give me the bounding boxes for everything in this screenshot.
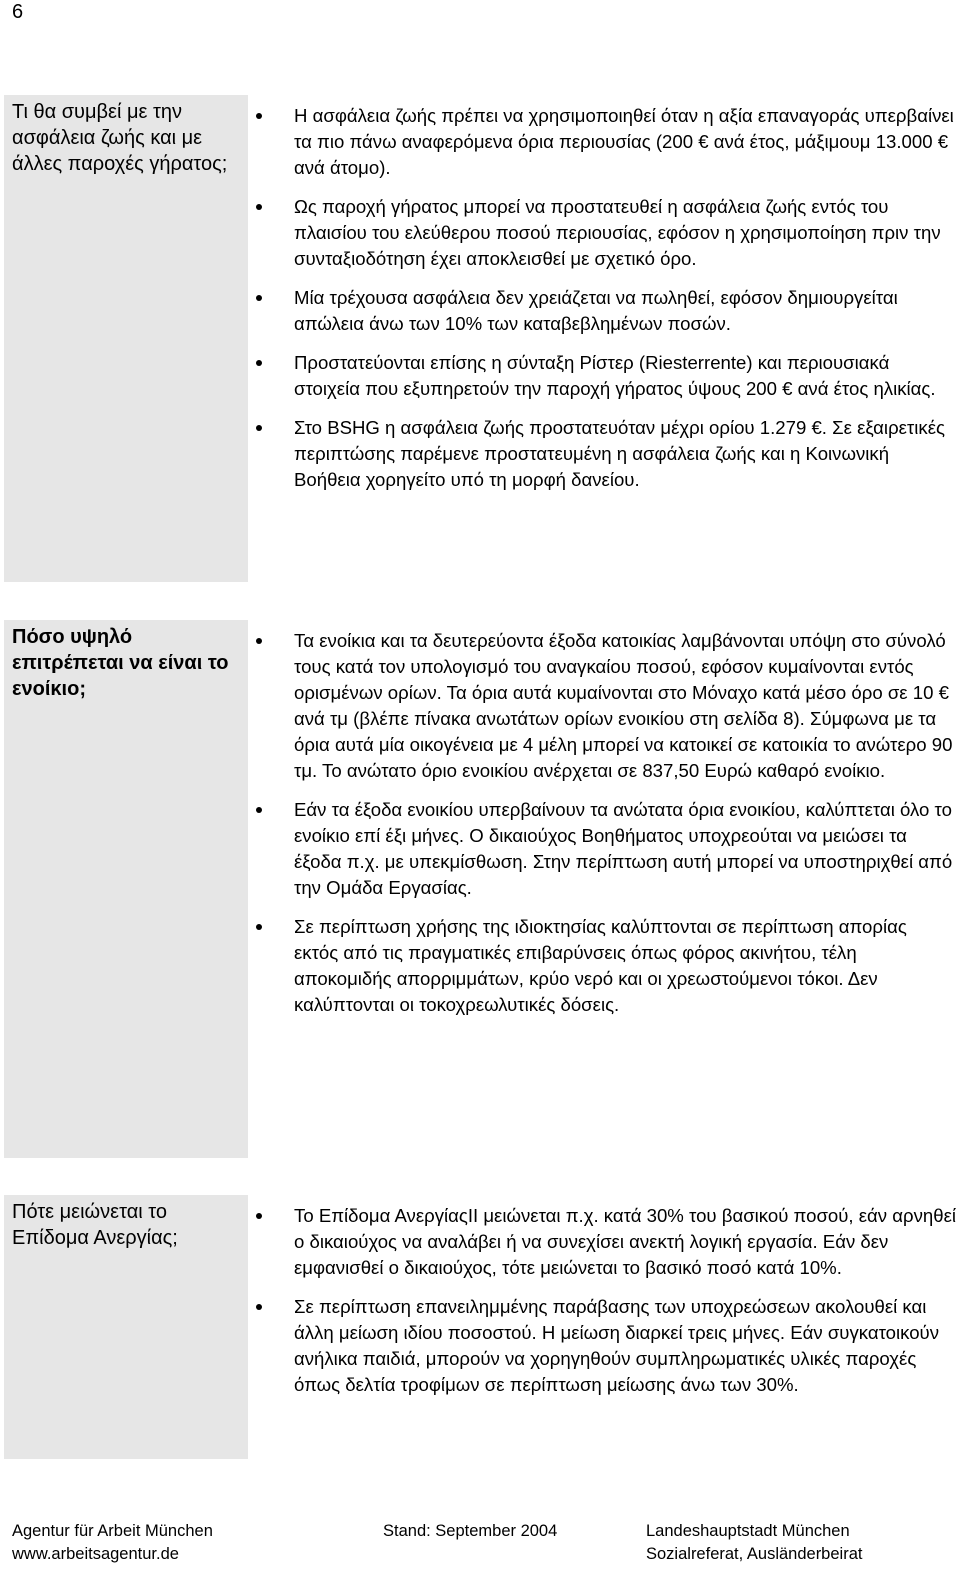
section-sidebar: [4, 95, 248, 582]
footer-center: [383, 1520, 557, 1543]
footer-department: Sozialreferat, Ausländerbeirat: [646, 1545, 863, 1563]
section-title: Τι θα συμβεί με την ασφάλεια ζωής και με άλλες παροχές γήρατος;: [12, 101, 228, 175]
footer-left: [12, 1520, 213, 1566]
bullet-text: Σε περίπτωση χρήσης της ιδιοκτησίας καλύπτονται σε περίπτωση απορίας εκτός από τις πραγματικές επιβαρύνσεις όπως φόρος ακινήτου, τέλη αποκομιδής απορριμμάτων, κρύο νερό και οι χρεωστούμενοι τόκοι. Δεν καλύπτονται οι τοκοχρεωλυτικές δόσεις.: [294, 916, 907, 1015]
bullet-icon: [256, 1304, 262, 1310]
list-item: [256, 1294, 956, 1398]
list-item: [256, 914, 956, 1018]
bullet-icon: [256, 295, 262, 301]
bullet-text: Προστατεύονται επίσης η σύνταξη Ρίστερ (Riesterrente) και περιουσιακά στοιχεία που εξυπηρετούν την παροχή γήρατος ύψους 200 € ανά έτος ηλικίας.: [294, 352, 936, 399]
list-item: [256, 194, 956, 272]
bullet-icon: [256, 1213, 262, 1219]
bullet-list: [256, 628, 956, 1031]
bullet-text: Ως παροχή γήρατος μπορεί να προστατευθεί η ασφάλεια ζωής εντός του πλαισίου του ελεύθερου ποσού περιουσίας, εφόσον η χρησιμοποίηση πριν την συνταξιοδότηση έχει αποκλεισθεί με σχετικό όρο.: [294, 196, 941, 269]
footer-city: Landeshauptstadt München: [646, 1522, 850, 1540]
bullet-text: Σε περίπτωση επανειλημμένης παράβασης των υποχρεώσεων ακολουθεί και άλλη μείωση ιδίου ποσοστού. Η μείωση διαρκεί τρεις μήνες. Εάν συγκατοικούν ανήλικα παιδιά, μπορούν να χορηγηθούν συμπληρωματικές υλικές παροχές όπως δελτία τροφίμων σε περίπτωση μείωσης άνω των 30%.: [294, 1296, 940, 1395]
section-title: Πόσο υψηλό επιτρέπεται να είναι το ενοίκιο;: [12, 626, 229, 700]
bullet-icon: [256, 204, 262, 210]
list-item: [256, 1203, 956, 1281]
bullet-text: Εάν τα έξοδα ενοικίου υπερβαίνουν τα ανώτατα όρια ενοικίου, καλύπτεται όλο το ενοίκιο επί έξι μήνες. Ο δικαιούχος Βοηθήματος υποχρεούται να μειώσει τα έξοδα π.χ. με υπεκμίσθωση. Στην περίπτωση αυτή μπορεί να υποστηριχθεί από την Ομάδα Εργασίας.: [294, 799, 953, 898]
list-item: [256, 415, 956, 493]
bullet-icon: [256, 638, 262, 644]
bullet-text: Στο BSHG η ασφάλεια ζωής προστατευόταν μέχρι ορίου 1.279 €. Σε εξαιρετικές περιπτώσης παρέμενε προστατευμένη η ασφάλεια ζωής και η Κοινωνική Βοήθεια χορηγείτο υπό τη μορφή δανείου.: [294, 417, 945, 490]
footer-right: [646, 1520, 862, 1566]
bullet-text: Τα ενοίκια και τα δευτερεύοντα έξοδα κατοικίας λαμβάνονται υπόψη στο σύνολό τους κατά τον υπολογισμό του αναγκαίου ποσού, εφόσον κυμαίνονται εντός ορισμένων ορίων. Τα όρια αυτά κυμαίνονται στο Μόναχο κατά μέσο όρο σε 10 € ανά τμ (βλέπε πίνακα ανωτάτων ορίων ενοικίου στη σελίδα 8). Σύμφωνα με τα όρια αυτά μία οικογένεια με 4 μέλη μπορεί να κατοικεί σε κατοικία το ανώτερο 90 τμ. Το ανώτατο όριο ενοικίου ανέρχεται σε 837,50 Ευρώ καθαρό ενοίκιο.: [294, 630, 953, 781]
footer-date: Stand: September 2004: [383, 1522, 558, 1540]
bullet-icon: [256, 807, 262, 813]
page-number: 6: [12, 1, 24, 23]
bullet-icon: [256, 360, 262, 366]
footer-agency-url[interactable]: www.arbeitsagentur.de: [12, 1545, 179, 1563]
footer-agency-name: Agentur für Arbeit München: [12, 1522, 213, 1540]
list-item: [256, 350, 956, 402]
list-item: [256, 797, 956, 901]
section-sidebar: [4, 1195, 248, 1459]
list-item: [256, 103, 956, 181]
bullet-list: [256, 103, 956, 506]
bullet-icon: [256, 425, 262, 431]
bullet-icon: [256, 924, 262, 930]
section-title: Πότε μειώνεται το Επίδομα Ανεργίας;: [12, 1201, 178, 1249]
bullet-text: Μία τρέχουσα ασφάλεια δεν χρειάζεται να πωληθεί, εφόσον δημιουργείται απώλεια άνω των 10% των καταβεβλημένων ποσών.: [294, 287, 898, 334]
bullet-icon: [256, 113, 262, 119]
bullet-list: [256, 1203, 956, 1411]
list-item: [256, 628, 956, 784]
bullet-text: Το Επίδομα ΑνεργίαςΙΙ μειώνεται π.χ. κατά 30% του βασικού ποσού, εάν αρνηθεί ο δικαιούχος να αναλάβει ή να συνεχίσει ανεκτή λογική εργασία. Εάν δεν εμφανισθεί ο δικαιούχος, τότε μειώνεται το βασικό ποσό κατά 10%.: [294, 1205, 956, 1278]
list-item: [256, 285, 956, 337]
bullet-text: Η ασφάλεια ζωής πρέπει να χρησιμοποιηθεί όταν η αξία επαναγοράς υπερβαίνει τα πιο πάνω αναφερόμενα όρια περιουσίας (200 € ανά έτος, μάξιμουμ 13.000 € ανά άτομο).: [294, 105, 954, 178]
section-sidebar: [4, 620, 248, 1158]
